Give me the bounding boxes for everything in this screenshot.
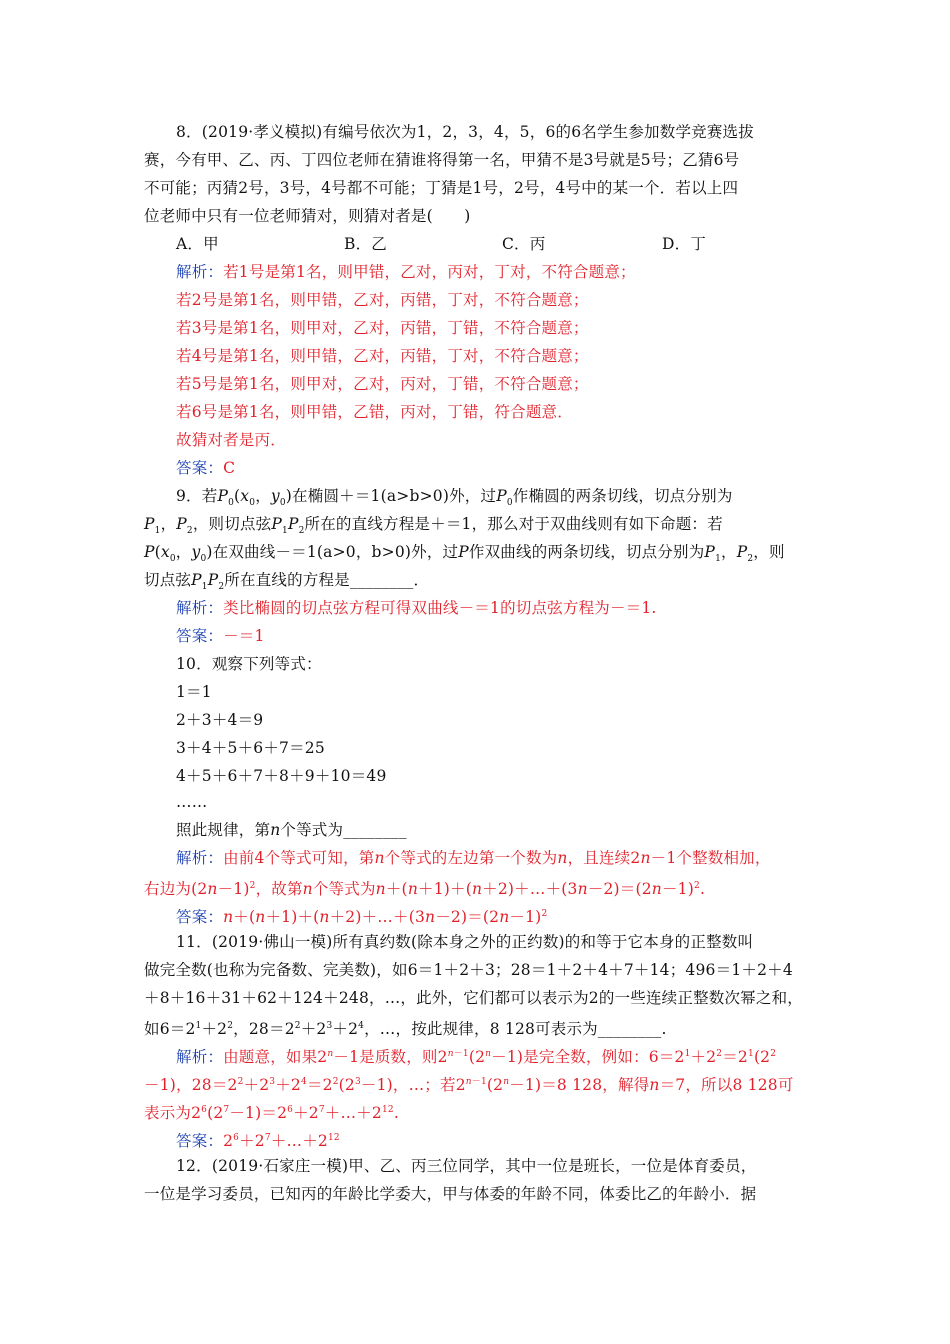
- option-b: B．乙: [344, 235, 387, 253]
- q8-line-2: 赛，今有甲、乙、丙、丁四位老师在猜谁将得第一名，甲猜不是3号就是5号；乙猜6号: [144, 151, 740, 169]
- q10-title: 10．观察下列等式：: [176, 655, 322, 673]
- q10-prompt: 照此规律，第n个等式为________: [176, 821, 407, 839]
- q11-line-1: 11．(2019·佛山一模)所有真约数(除本身之外的正约数)的和等于它本身的正整数叫: [176, 933, 754, 951]
- q9-line-4: 切点弦$P_1P_2$所在直线的方程是________．: [144, 571, 430, 593]
- q10-answer: 答案：$n+(n+1)+(n+2)+\dots+(3n-2)=(2n-1)^2$: [176, 908, 548, 927]
- q8-analysis-line-2: 若2号是第1名，则甲错，乙对，丙错，丁对，不符合题意；: [176, 291, 589, 309]
- q10-ellipsis: ……: [176, 793, 208, 811]
- q9-line-1: 9．若$P_0(x_0$，$y_0$)在椭圆＋＝1(a>b>0)外，过$P_0$作椭圆的两条切线，切点分别为: [176, 487, 733, 509]
- analysis-label: 解析：: [176, 263, 224, 281]
- q9-analysis: 解析：类比椭圆的切点弦方程可得双曲线－＝1的切点弦方程为－＝1.: [176, 599, 657, 617]
- q10-eq-1: 1＝1: [176, 683, 212, 701]
- q12-line-1: 12．(2019·石家庄一模)甲、乙、丙三位同学，其中一位是班长，一位是体育委员，: [176, 1157, 757, 1175]
- q8-analysis-line-6: 若6号是第1名，则甲错，乙错，丙对，丁错，符合题意．: [176, 403, 573, 421]
- q11-line-2: 做完全数(也称为完备数、完美数)，如6＝1＋2＋3；28＝1＋2＋4＋7＋14；496＝1＋2＋4: [144, 961, 793, 979]
- q8-analysis-line-3: 若3号是第1名，则甲对，乙对，丙错，丁错，不符合题意；: [176, 319, 589, 337]
- answer-label: 答案：: [176, 459, 224, 477]
- q8-analysis-line-7: 故猜对者是丙．: [176, 431, 286, 449]
- q9-line-3: $P(x_0$，$y_0$)在双曲线－＝1(a>0，b>0)外，过P作双曲线的两条切线，切点分别为$P_1$，$P_2$，则: [144, 543, 785, 565]
- q11-answer: 答案：$2^6+2^7+\dots+2^{12}$: [176, 1132, 340, 1151]
- q11-line-4: 如$6=2^1+2^2$，$28=2^2+2^3+2^4$，…，按此规律，8 128可表示为________.: [144, 1020, 667, 1039]
- q12-line-2: 一位是学习委员，已知丙的年龄比学委大，甲与体委的年龄不同，体委比乙的年龄小．据: [144, 1185, 757, 1203]
- q8-line-1: 8．(2019·孝义模拟)有编号依次为1，2，3，4，5，6的6名学生参加数学竞赛选拔: [176, 123, 754, 141]
- q9-answer: 答案：－＝1: [176, 627, 265, 645]
- option-a: A．甲: [176, 235, 219, 253]
- q10-eq-3: 3＋4＋5＋6＋7＝25: [176, 739, 325, 757]
- q8-answer: 答案：C: [176, 459, 236, 477]
- q10-eq-4: 4＋5＋6＋7＋8＋9＋10＝49: [176, 767, 387, 785]
- q8-line-4: 位老师中只有一位老师猜对，则猜对者是( ): [144, 207, 471, 225]
- q11-analysis-line-3: 表示为$2^6(2^7-1)=2^6+2^7+\dots+2^{12}$.: [144, 1104, 399, 1123]
- q10-analysis-line-2: 右边为$(2n-1)^2$，故第n个等式为$n+(n+1)+(n+2)+\dots+(3n-2)=(2n-1)^2$.: [144, 880, 706, 899]
- option-c: C．丙: [502, 235, 546, 253]
- q10-analysis-line-1: 解析：由前4个等式可知，第n个等式的左边第一个数为n，且连续2n－1个整数相加，: [176, 849, 771, 867]
- q10-eq-2: 2＋3＋4＝9: [176, 711, 264, 729]
- q8-analysis-line-4: 若4号是第1名，则甲错，乙对，丙错，丁对，不符合题意；: [176, 347, 589, 365]
- q8-analysis-line-5: 若5号是第1名，则甲对，乙对，丙对，丁错，不符合题意；: [176, 375, 589, 393]
- q11-analysis-line-2: －1)，$28=2^2+2^3+2^4=2^2(2^3-1)$，…；若$2^{n-1}(2^n-1)=8$ 128，解得n＝7，所以8 128可: [144, 1076, 794, 1095]
- q11-line-3: ＋8＋16＋31＋62＋124＋248，…，此外，它们都可以表示为2的一些连续正整数次幂之和，: [144, 989, 803, 1007]
- option-d: D．丁: [662, 235, 707, 253]
- q8-analysis-line-1: 解析：若1号是第1名，则甲错，乙对，丙对，丁对，不符合题意；: [176, 263, 636, 281]
- q11-analysis-line-1: 解析：由题意，如果$2^n-1$是质数，则$2^{n-1}(2^n-1)$是完全数，例如：$6=2^1+2^2=2^1(2^2$: [176, 1048, 777, 1067]
- q8-line-3: 不可能；丙猜2号，3号，4号都不可能；丁猜是1号，2号，4号中的某一个．若以上四: [144, 179, 739, 197]
- q9-line-2: $P_1$，$P_2$，则切点弦$P_1P_2$所在的直线方程是＋＝1，那么对于双曲线则有如下命题：若: [144, 515, 723, 537]
